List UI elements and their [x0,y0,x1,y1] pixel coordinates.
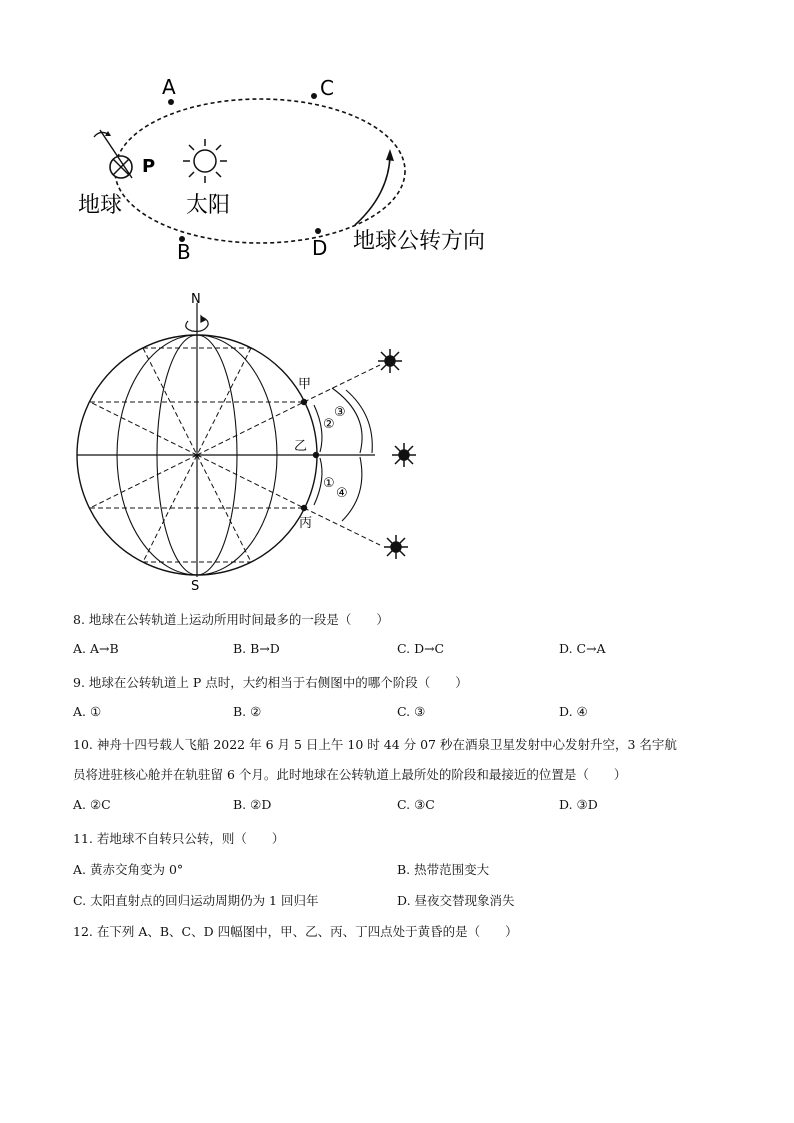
direction-label: 地球公转方向 [353,229,486,254]
point-a [168,99,174,105]
q11-option-b[interactable]: B. 热带范围变大 [397,862,490,877]
point-bing [301,505,307,511]
q10-option-c[interactable]: C. ③C [397,797,435,812]
stage-1-label: ① [323,476,335,491]
question-9: 9. 地球在公转轨道上 P 点时，大约相当于右侧图中的哪个阶段（ ） [73,675,468,690]
direction-arrow-icon [355,149,394,225]
earth-label: 地球 [78,193,123,218]
q8-option-c[interactable]: C. D→C [397,641,445,656]
orbit-ellipse [115,99,405,243]
label-a: A [162,75,176,99]
question-8: 8. 地球在公转轨道上运动所用时间最多的一段是（ ） [73,612,389,627]
label-p: P [142,156,156,177]
question-12: 12. 在下列 A、B、C、D 四幅图中，甲、乙、丙、丁四点处于黄昏的是（ ） [73,924,518,939]
q9-option-b[interactable]: B. ② [233,704,262,719]
question-10-line2: 员将进驻核心舱并在轨驻留 6 个月。此时地球在公转轨道上最所处的阶段和最接近的位置是（ ） [73,767,627,782]
q9-option-d[interactable]: D. ④ [559,704,588,719]
stage-4-label: ④ [336,486,348,501]
q10-option-a[interactable]: A. ②C [73,797,111,812]
q11-option-a[interactable]: A. 黄赤交角变为 0° [73,862,184,877]
south-label: S [191,579,200,594]
q11-option-d[interactable]: D. 昼夜交替现象消失 [397,893,515,908]
globe-figure [70,285,430,595]
north-label: N [191,292,201,307]
q9-option-c[interactable]: C. ③ [397,704,426,719]
sun-icon-bottom [384,535,408,559]
question-11: 11. 若地球不自转只公转，则（ ） [73,831,285,846]
q8-option-a[interactable]: A. A→B [73,641,119,656]
q8-option-b[interactable]: B. B→D [233,641,280,656]
q10-option-d[interactable]: D. ③D [559,797,598,812]
point-jia [301,399,307,405]
q9-option-a[interactable]: A. ① [73,704,102,719]
earth-icon [94,130,132,178]
q11-option-c[interactable]: C. 太阳直射点的回归运动周期仍为 1 回归年 [73,893,319,908]
stage-2-label: ② [323,417,335,432]
point-yi [313,452,319,458]
label-jia: 甲 [298,377,312,392]
label-b: B [177,240,191,264]
sun-label: 太阳 [186,193,231,218]
label-yi: 乙 [294,439,308,454]
orbit-figure [70,65,510,270]
q10-option-b[interactable]: B. ②D [233,797,272,812]
label-d: D [312,236,328,260]
point-c [311,93,317,99]
label-c: C [320,76,334,100]
point-d [315,228,321,234]
question-10-line1: 10. 神舟十四号载人飞船 2022 年 6 月 5 日上午 10 时 44 分 07 秒在酒泉卫星发射中心发射升空，3 名宇航 [73,737,677,752]
stage-3-label: ③ [334,405,346,420]
sun-icon-middle [392,443,416,467]
q8-option-d[interactable]: D. C→A [559,641,606,656]
label-bing: 丙 [299,516,313,531]
sun-icon-top [378,349,402,373]
sun-icon [183,139,227,183]
